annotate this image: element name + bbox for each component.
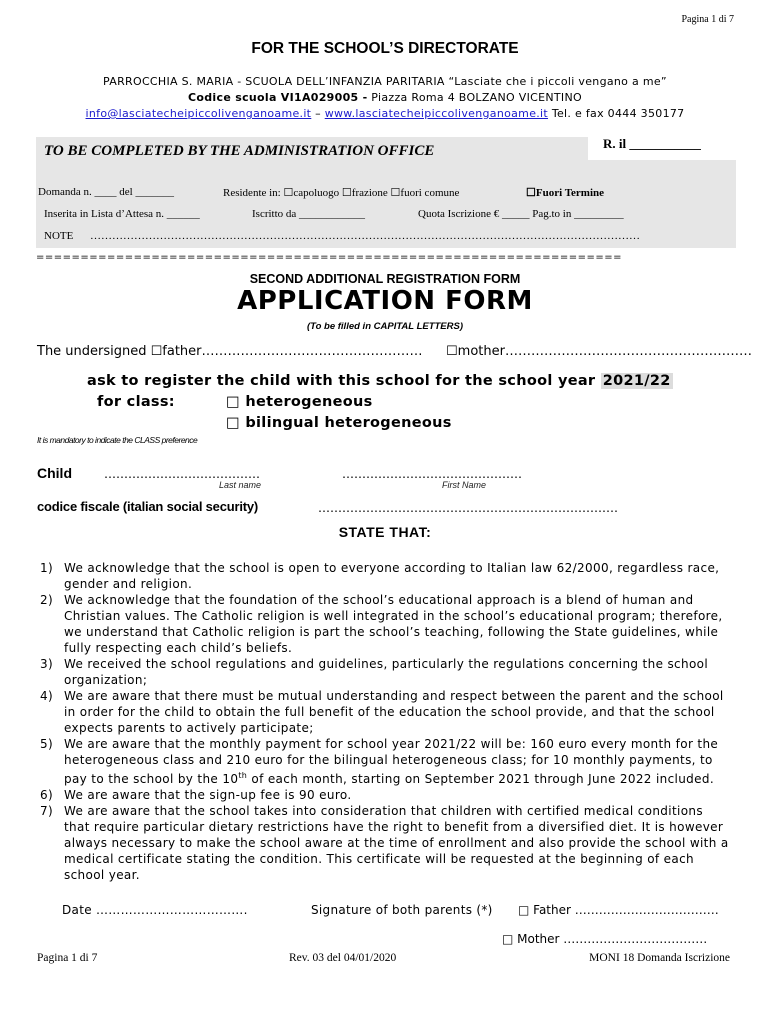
waiting-list-field[interactable]: Inserita in Lista d’Attesa n. ______ (44, 208, 200, 220)
statement-3 (40, 656, 730, 688)
statement-text: We are aware that there must be mutual understanding and respect between the parent and the school in order for the child to obtain the full benefit of the education the school provide, and that the school expects parents to actively participate; (64, 689, 724, 735)
page-marker: Pagina 1 di 7 (681, 14, 734, 25)
signature-label: Signature of both parents (*) (311, 903, 493, 917)
state-that-heading: STATE THAT: (338, 524, 432, 540)
contact-dash: – (315, 107, 321, 120)
statement-4 (40, 688, 730, 736)
school-phone: Tel. e fax 0444 350177 (551, 107, 685, 120)
statement-number: 4) (40, 689, 54, 703)
late-application-checkbox[interactable]: ☐Fuori Termine (526, 187, 604, 199)
separator-line: ================================================================== (36, 253, 623, 263)
statements-list (40, 560, 730, 883)
undersigned-mother-field[interactable]: ☐mother………………………………………………… (446, 344, 752, 359)
statement-text-part: of each month, starting on September 2021 through June 2022 included. (247, 772, 715, 786)
child-label: Child (37, 465, 72, 481)
statement-1 (40, 560, 730, 592)
school-year: 2021/22 (602, 373, 671, 389)
class-option-bilingual[interactable]: □ bilingual heterogeneous (226, 415, 452, 431)
class-label: for class: (97, 394, 175, 410)
statement-text: We received the school regulations and guidelines, particularly the regulations concerning the school organization; (64, 657, 709, 687)
class-option-heterogeneous[interactable]: □ heterogeneous (226, 394, 373, 410)
capital-letters-note: (To be filled in CAPITAL LETTERS) (306, 321, 464, 332)
statement-number: 7) (40, 804, 54, 818)
registration-date-field[interactable]: R. il ___________ (603, 136, 701, 151)
mother-signature-field[interactable]: □ Mother ……………………………… (502, 932, 708, 946)
statement-text: We acknowledge that the foundation of the school’s educational approach is a blend of human and Christian values. The Catholic religion is well integrated in the school’s educational program; therefore, we understand that Catholic religion is part the school’s teaching, following the State guidelines, while fully respecting each child’s beliefs. (64, 593, 723, 655)
form-subtitle: SECOND ADDITIONAL REGISTRATION FORM (249, 272, 521, 286)
statement-text-part: We are aware that the monthly payment for school year 2021/22 will be: 160 euro every month for the heterogeneous class and 210 euro for the bilingual heterogeneous class; for 10 monthly payments, to pay to the school by the 10 (64, 737, 719, 786)
fiscal-code-label: codice fiscale (italian social security) (37, 499, 259, 514)
ordinal-suffix: th (238, 771, 248, 780)
form-title: APPLICATION FORM (237, 286, 533, 316)
date-field[interactable]: Date ………………………………. (62, 903, 248, 917)
statement-number: 6) (40, 788, 54, 802)
footer-document-code: MONI 18 Domanda Iscrizione (589, 952, 730, 964)
directorate-title: FOR THE SCHOOL’S DIRECTORATE (251, 40, 519, 57)
register-text: ask to register the child with this school for the school year (87, 373, 596, 389)
admin-title: TO BE COMPLETED BY THE ADMINISTRATION OFFICE (44, 143, 435, 159)
mandatory-class-note: It is mandatory to indicate the CLASS preference (37, 435, 198, 445)
undersigned-father-field[interactable]: The undersigned ☐father…………………………………………… (37, 344, 423, 359)
statement-text: We acknowledge that the school is open to everyone according to Italian law 62/2000, regardless race, gender and religion. (64, 561, 720, 591)
fee-field[interactable]: Quota Iscrizione € _____ Pag.to in _________ (418, 208, 624, 220)
school-contacts (0, 107, 770, 120)
footer-page-number: Pagina 1 di 7 (37, 952, 98, 964)
statement-5 (40, 736, 730, 787)
statement-number: 2) (40, 593, 54, 607)
fiscal-code-field[interactable]: ………………………………………………………………… (318, 501, 618, 515)
statement-number: 3) (40, 657, 54, 671)
register-request (87, 373, 673, 389)
school-name: PARROCCHIA S. MARIA - SCUOLA DELL’INFANZIA PARITARIA “Lasciate che i piccoli vengano a me” (103, 75, 667, 88)
statement-6 (40, 787, 730, 803)
child-last-name-field[interactable]: ………………………………… (104, 467, 260, 481)
child-first-name-field[interactable]: ……………………………………… (342, 467, 522, 481)
footer-revision: Rev. 03 del 04/01/2020 (289, 952, 397, 964)
last-name-caption: Last name (219, 480, 262, 490)
enrolled-since-field[interactable]: Iscritto da ____________ (252, 208, 366, 220)
school-email-link[interactable]: info@lasciatecheipiccolivenganoame.it (85, 107, 312, 120)
statement-number: 5) (40, 737, 54, 751)
school-address: Piazza Roma 4 BOLZANO VICENTINO (371, 91, 582, 104)
residence-options[interactable]: Residente in: ☐capoluogo ☐frazione ☐fuori comune (223, 187, 460, 199)
school-code: Codice scuola VI1A029005 - (188, 91, 368, 104)
first-name-caption: First Name (442, 480, 487, 490)
school-website-link[interactable]: www.lasciatecheipiccolivenganoame.it (324, 107, 549, 120)
note-field[interactable]: …………………………………………………………………………………………………………………………………… (90, 230, 640, 242)
statement-text (64, 736, 730, 787)
father-signature-field[interactable]: □ Father ……………………………… (518, 903, 719, 917)
statement-text: We are aware that the school takes into consideration that children with certified medical conditions that require particular dietary restrictions have the right to benefit from a diversified diet. It is however always necessary to make the school aware at the time of enrollment and also provide the school with a medical certificate stating the condition. This certificate will be requested at the beginning of each school year. (64, 804, 729, 882)
statement-7 (40, 803, 730, 883)
statement-2 (40, 592, 730, 656)
statement-number: 1) (40, 561, 54, 575)
school-code-line (0, 91, 770, 104)
note-label: NOTE (44, 230, 74, 242)
statement-text: We are aware that the sign-up fee is 90 euro. (64, 788, 352, 802)
domanda-field[interactable]: Domanda n. ____ del _______ (38, 186, 174, 198)
